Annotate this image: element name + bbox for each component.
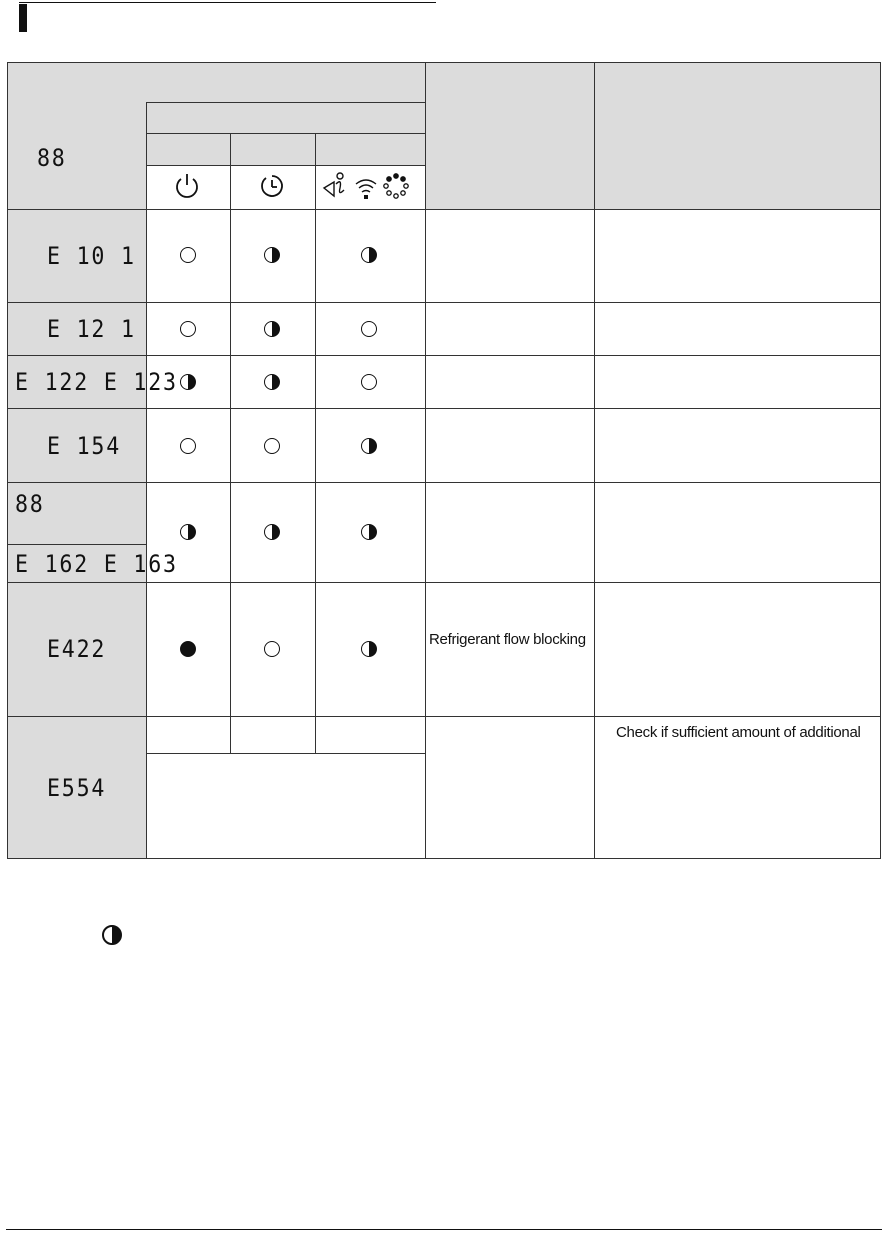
- border: [7, 62, 8, 859]
- header-description: [425, 62, 594, 209]
- indicator-off: [264, 641, 280, 657]
- indicator-blink: [361, 438, 377, 454]
- error-code: E 122 E 123: [15, 368, 178, 396]
- error-code: E422: [47, 635, 107, 663]
- border: [7, 482, 881, 483]
- footer-rule: [6, 1229, 882, 1230]
- legend-blink-indicator: [102, 925, 122, 945]
- error-code-table: [7, 62, 881, 859]
- description-cell: Refrigerant flow blocking: [429, 631, 586, 648]
- indicator-blink: [264, 247, 280, 263]
- section-marker: [19, 4, 27, 32]
- border: [146, 102, 425, 103]
- indicator-blink: [361, 641, 377, 657]
- header-display-code: 88: [37, 144, 67, 172]
- border: [7, 858, 881, 859]
- border: [7, 209, 881, 210]
- title-rule: [19, 2, 436, 3]
- error-code: E 10 1: [47, 242, 136, 270]
- action-cell: Check if sufficient amount of additional: [616, 724, 861, 741]
- border: [7, 408, 881, 409]
- header-action: [594, 62, 881, 209]
- mode-icons: [320, 168, 420, 202]
- border: [315, 133, 316, 582]
- indicator-blink: [264, 524, 280, 540]
- indicator-blink: [180, 524, 196, 540]
- border: [7, 355, 881, 356]
- border: [880, 62, 881, 859]
- indicator-blink: [361, 247, 377, 263]
- power-icon: [173, 172, 201, 200]
- indicator-off: [361, 321, 377, 337]
- border: [146, 133, 425, 134]
- border: [230, 133, 231, 582]
- indicator-blink: [361, 524, 377, 540]
- border: [7, 582, 881, 583]
- border: [425, 62, 426, 859]
- border: [230, 582, 231, 753]
- timer-icon: [258, 172, 286, 200]
- border: [146, 102, 147, 859]
- border: [315, 582, 316, 753]
- error-code: E 162 E 163: [15, 550, 178, 578]
- indicator-off: [180, 247, 196, 263]
- error-code: E554: [47, 774, 107, 802]
- indicator-blink: [264, 321, 280, 337]
- error-code: E 154: [47, 432, 122, 460]
- indicator-off: [264, 438, 280, 454]
- border: [7, 302, 881, 303]
- indicator-off: [361, 374, 377, 390]
- border: [7, 62, 881, 63]
- indicator-blink: [180, 374, 196, 390]
- indicator-off: [180, 321, 196, 337]
- indicator-off: [180, 438, 196, 454]
- error-code: E 12 1: [47, 315, 136, 343]
- border: [594, 62, 595, 859]
- border: [7, 544, 146, 545]
- indicator-blink: [264, 374, 280, 390]
- border: [7, 716, 881, 717]
- border: [146, 753, 425, 754]
- indicator-on: [180, 641, 196, 657]
- border: [146, 165, 425, 166]
- error-code-top: 88: [15, 490, 45, 518]
